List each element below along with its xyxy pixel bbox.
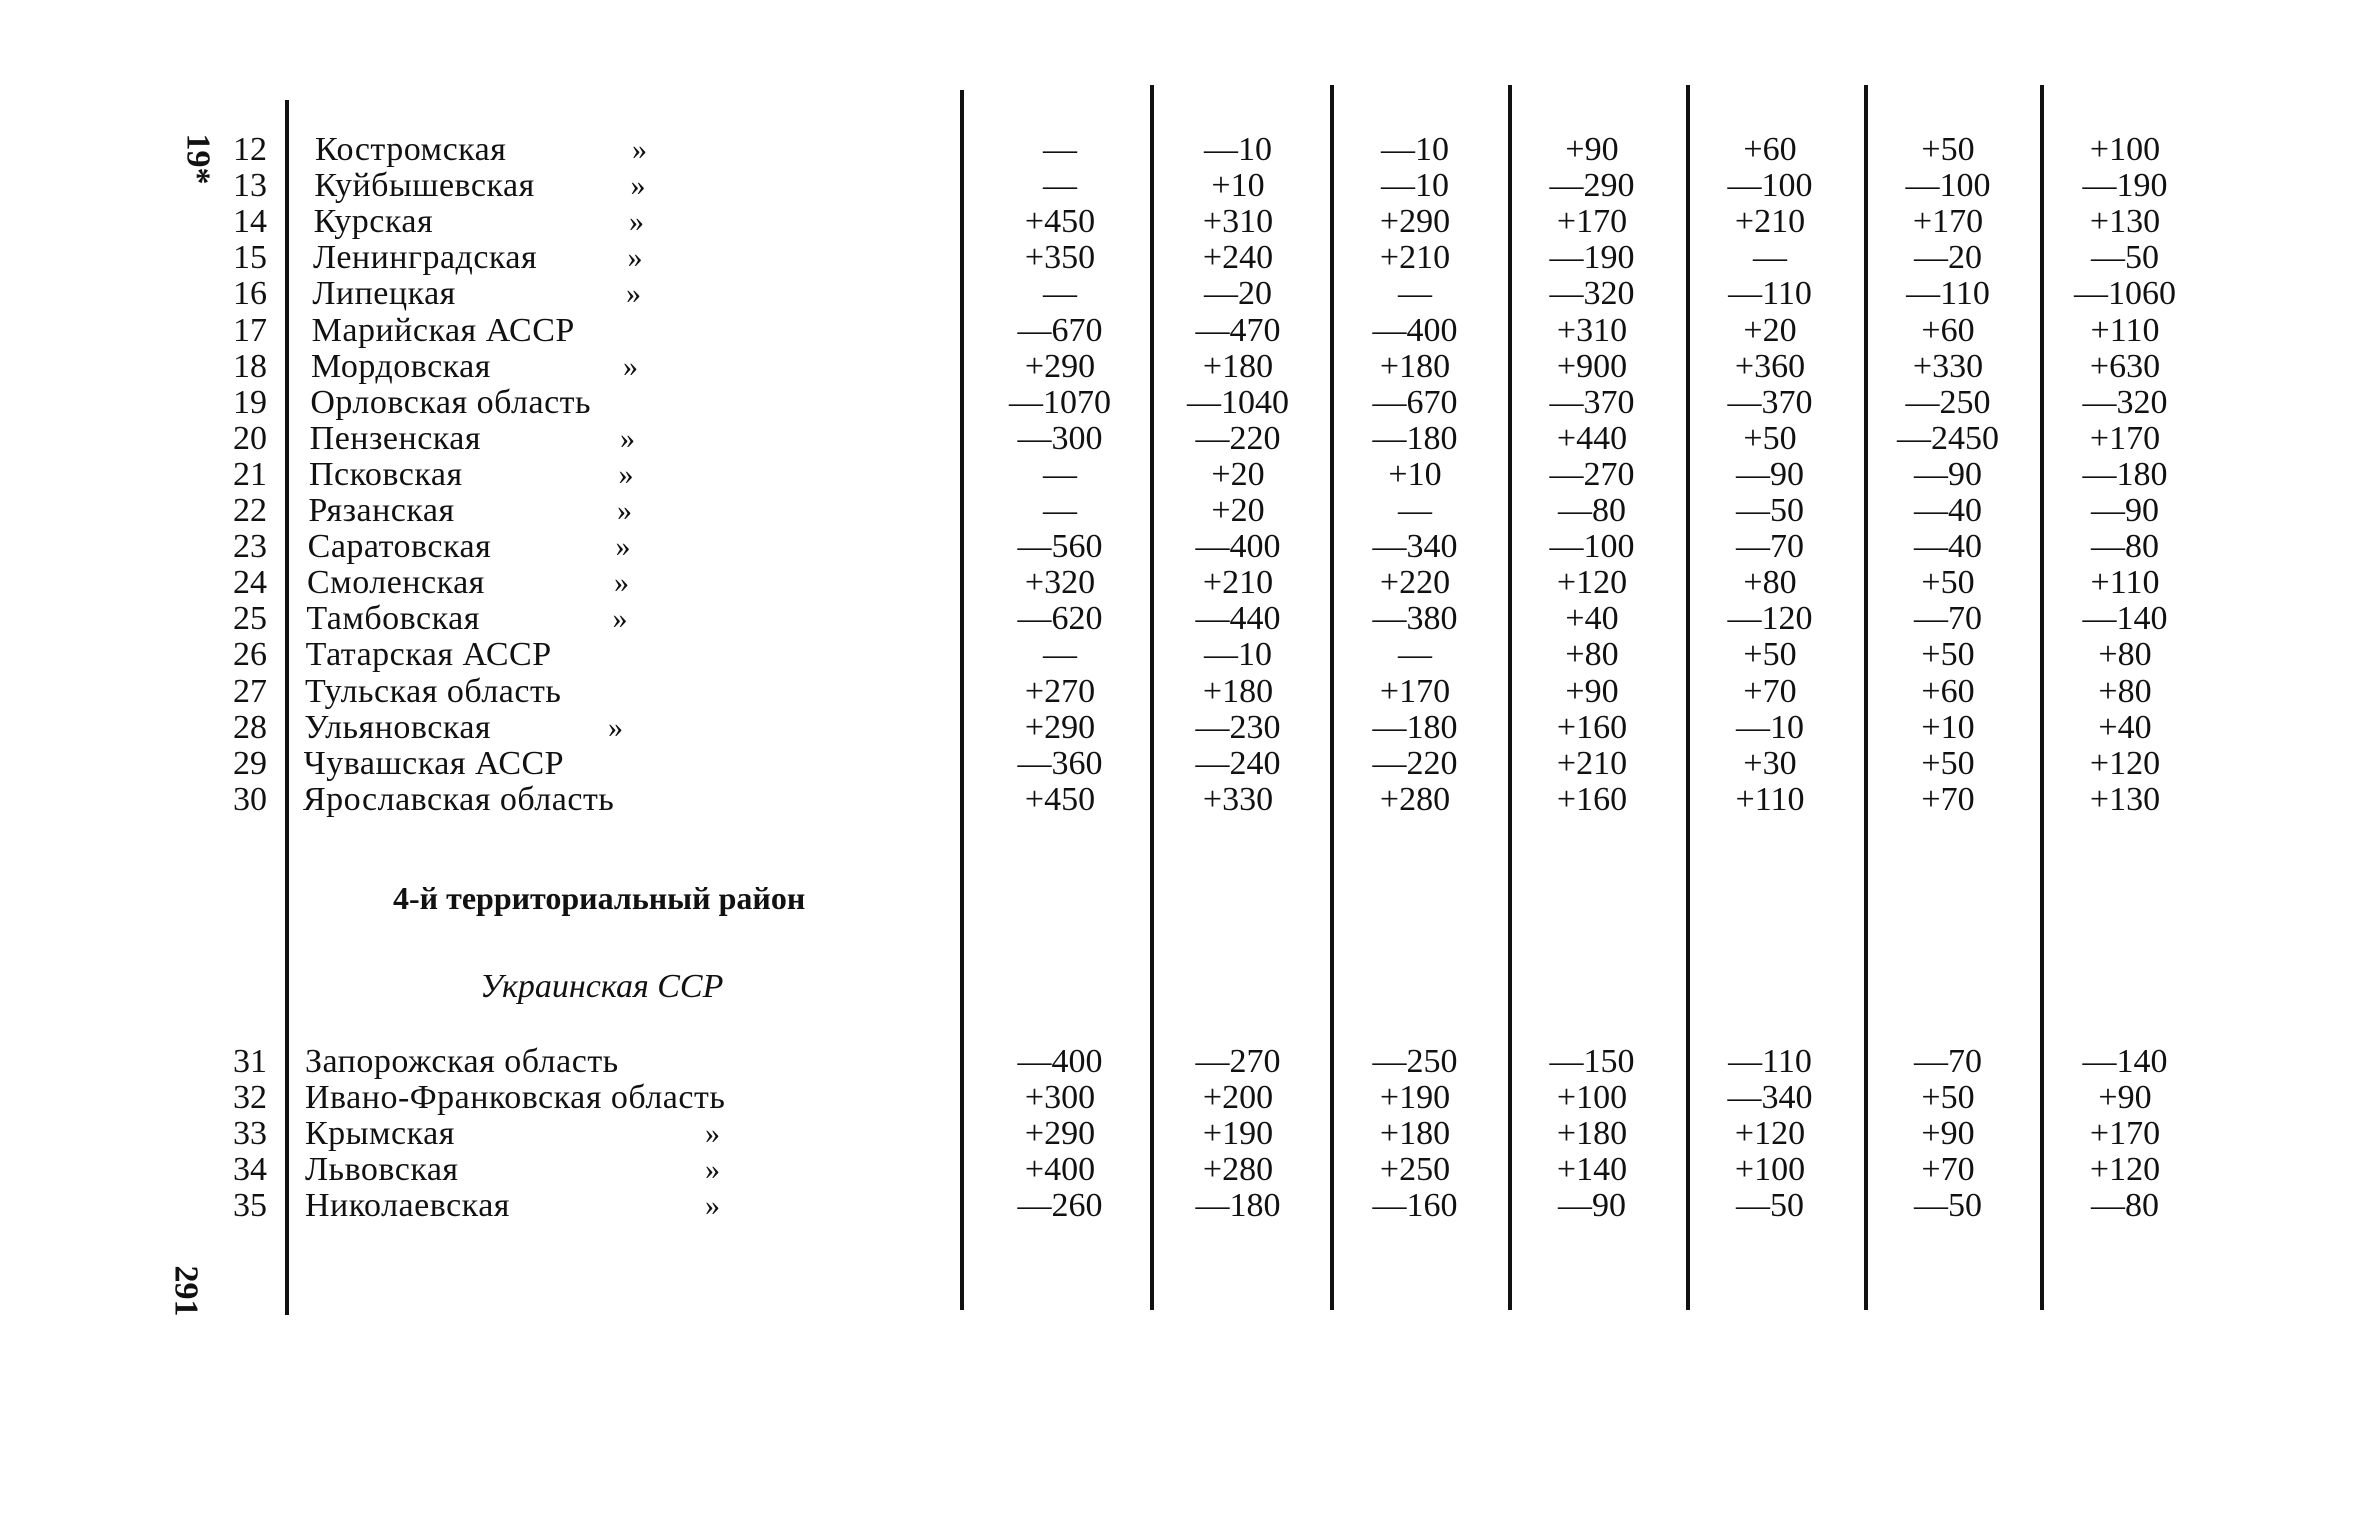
row-number: 30 xyxy=(233,780,267,818)
section-subtitle: Украинская ССР xyxy=(480,968,724,1005)
value-cell: —340 xyxy=(1372,528,1458,566)
table-row xyxy=(0,349,2379,385)
region-name: Ярославская область xyxy=(303,780,615,818)
value-cell: +300 xyxy=(1024,1079,1096,1116)
value-cell: +110 xyxy=(2090,564,2160,602)
region-name: Запорожская область xyxy=(305,1043,619,1080)
section-title: 4-й территориальный район xyxy=(393,880,806,916)
value-cell: — xyxy=(1043,455,1077,493)
value-cell: +120 xyxy=(1734,1115,1806,1152)
value-cell: —240 xyxy=(1195,744,1281,782)
row-number: 20 xyxy=(233,419,267,457)
value-cell: —70 xyxy=(1736,528,1804,566)
value-cell: —20 xyxy=(1914,239,1982,277)
row-number: 29 xyxy=(233,744,267,782)
value-cell: —220 xyxy=(1372,744,1458,782)
value-cell: +20 xyxy=(1743,311,1797,349)
table-row xyxy=(0,1080,2379,1116)
ditto-mark: » xyxy=(630,169,646,203)
value-cell: —250 xyxy=(1372,1043,1458,1080)
page-number: 291 xyxy=(167,1265,205,1317)
value-cell: +440 xyxy=(1556,419,1628,457)
value-cell: —320 xyxy=(2082,383,2168,421)
region-name: Львовская xyxy=(305,1151,459,1188)
value-cell: +450 xyxy=(1024,780,1096,818)
value-cell: +10 xyxy=(1388,455,1442,493)
value-cell: +290 xyxy=(1024,708,1096,746)
region-name: Пензенская xyxy=(309,419,482,457)
region-name: Ульяновская xyxy=(304,708,492,746)
value-cell: +130 xyxy=(2089,780,2161,818)
value-cell: — xyxy=(1398,636,1432,674)
ditto-mark: » xyxy=(627,241,643,275)
value-cell: +10 xyxy=(1921,708,1975,746)
value-cell: —180 xyxy=(1372,708,1458,746)
row-number: 14 xyxy=(233,203,267,241)
region-name: Саратовская xyxy=(307,528,492,566)
value-cell: — xyxy=(1043,131,1077,168)
value-cell: +40 xyxy=(1565,600,1619,638)
region-name: Крымская xyxy=(305,1115,455,1152)
value-cell: —260 xyxy=(1017,1187,1103,1224)
value-cell: —100 xyxy=(1549,528,1635,566)
row-number: 33 xyxy=(233,1115,267,1152)
ditto-mark: » xyxy=(620,421,635,455)
value-cell: +120 xyxy=(2089,744,2161,782)
value-cell: +210 xyxy=(1556,744,1628,782)
value-cell: +350 xyxy=(1024,239,1096,277)
value-cell: —10 xyxy=(1736,708,1804,746)
value-cell: +50 xyxy=(1743,419,1797,457)
row-number: 22 xyxy=(233,492,267,529)
value-cell: —270 xyxy=(1549,455,1635,493)
value-cell: —90 xyxy=(2091,492,2159,529)
region-name: Тамбовская xyxy=(306,600,480,638)
row-number: 12 xyxy=(233,131,267,168)
ditto-mark: » xyxy=(705,1189,720,1222)
region-name: Тульская область xyxy=(305,672,562,710)
value-cell: +50 xyxy=(1921,131,1975,168)
value-cell: +190 xyxy=(1202,1115,1274,1152)
value-cell: +270 xyxy=(1024,672,1096,710)
value-cell: +90 xyxy=(1565,131,1619,168)
value-cell: +120 xyxy=(1556,564,1628,602)
table-row xyxy=(0,710,2379,746)
value-cell: +70 xyxy=(1921,780,1975,818)
value-cell: +290 xyxy=(1024,1115,1096,1152)
region-name: Липецкая xyxy=(312,275,456,313)
row-number: 32 xyxy=(233,1079,267,1116)
value-cell: —400 xyxy=(1372,311,1458,349)
table-row xyxy=(0,637,2379,673)
value-cell: — xyxy=(1398,492,1432,529)
ditto-mark: » xyxy=(618,457,634,491)
value-cell: +100 xyxy=(2089,131,2161,168)
value-cell: —10 xyxy=(1204,636,1272,674)
value-cell: —1040 xyxy=(1187,383,1289,421)
value-cell: —230 xyxy=(1195,708,1281,746)
table-row xyxy=(0,313,2379,349)
value-cell: +50 xyxy=(1921,1079,1975,1116)
region-name: Ивано-Франковская область xyxy=(305,1079,726,1116)
value-cell: —90 xyxy=(1914,455,1982,493)
region-name: Николаевская xyxy=(305,1187,510,1224)
value-cell: +50 xyxy=(1921,636,1975,674)
region-name: Марийская АССР xyxy=(311,311,575,349)
value-cell: +60 xyxy=(1921,311,1975,349)
table-row xyxy=(0,529,2379,565)
value-cell: +90 xyxy=(2098,1079,2152,1116)
row-number: 18 xyxy=(233,347,267,385)
value-cell: —100 xyxy=(1905,167,1991,205)
table-row xyxy=(0,1044,2379,1080)
value-cell: —400 xyxy=(1017,1043,1103,1080)
table-row xyxy=(0,385,2379,421)
value-cell: —320 xyxy=(1549,275,1635,313)
value-cell: —50 xyxy=(1736,492,1804,529)
value-cell: —40 xyxy=(1914,492,1982,529)
value-cell: —370 xyxy=(1727,383,1813,421)
value-cell: —110 xyxy=(1728,275,1812,313)
table-row xyxy=(0,1188,2379,1224)
value-cell: —50 xyxy=(1914,1187,1982,1224)
row-number: 31 xyxy=(233,1043,267,1080)
table-row xyxy=(0,168,2379,204)
value-cell: +50 xyxy=(1743,636,1797,674)
table-row xyxy=(0,240,2379,276)
row-number: 27 xyxy=(233,672,267,710)
value-cell: —560 xyxy=(1017,528,1103,566)
value-cell: —120 xyxy=(1727,600,1813,638)
value-cell: —400 xyxy=(1195,528,1281,566)
value-cell: +170 xyxy=(2089,419,2161,457)
value-cell: +40 xyxy=(2098,708,2152,746)
value-cell: +320 xyxy=(1024,564,1096,602)
table-row xyxy=(0,601,2379,637)
row-number: 17 xyxy=(233,311,267,349)
value-cell: +170 xyxy=(2089,1115,2161,1152)
value-cell: +100 xyxy=(1556,1079,1628,1116)
value-cell: +50 xyxy=(1921,744,1975,782)
row-number: 13 xyxy=(233,167,267,205)
margin-signature: 19* xyxy=(179,133,217,185)
value-cell: +90 xyxy=(1921,1115,1975,1152)
value-cell: —160 xyxy=(1372,1187,1458,1224)
table-row xyxy=(0,746,2379,782)
value-cell: +50 xyxy=(1921,564,1975,602)
value-cell: +310 xyxy=(1202,203,1274,241)
value-cell: +190 xyxy=(1379,1079,1451,1116)
value-cell: +100 xyxy=(1734,1151,1806,1188)
value-cell: +280 xyxy=(1202,1151,1274,1188)
value-cell: +90 xyxy=(1565,672,1619,710)
region-name: Чувашская АССР xyxy=(303,744,565,782)
value-cell: —670 xyxy=(1372,383,1458,421)
value-cell: +240 xyxy=(1202,239,1274,277)
table-row xyxy=(0,674,2379,710)
table-row xyxy=(0,493,2379,529)
value-cell: —70 xyxy=(1914,1043,1982,1080)
value-cell: +250 xyxy=(1379,1151,1451,1188)
value-cell: +110 xyxy=(1735,780,1805,818)
value-cell: —340 xyxy=(1727,1079,1813,1116)
value-cell: —70 xyxy=(1914,600,1982,638)
value-cell: —80 xyxy=(2091,1187,2159,1224)
table-row xyxy=(0,1152,2379,1188)
value-cell: +140 xyxy=(1556,1151,1628,1188)
ditto-mark: » xyxy=(626,277,641,311)
ditto-mark: » xyxy=(612,602,628,636)
value-cell: —670 xyxy=(1017,311,1103,349)
value-cell: —250 xyxy=(1905,383,1991,421)
region-name: Куйбышевская xyxy=(314,167,535,205)
value-cell: —270 xyxy=(1195,1043,1281,1080)
value-cell: —440 xyxy=(1195,600,1281,638)
value-cell: +280 xyxy=(1379,780,1451,818)
value-cell: +180 xyxy=(1202,347,1274,385)
value-cell: —90 xyxy=(1558,1187,1626,1224)
value-cell: +130 xyxy=(2089,203,2161,241)
row-number: 35 xyxy=(233,1187,267,1224)
value-cell: —50 xyxy=(1736,1187,1804,1224)
value-cell: +70 xyxy=(1743,672,1797,710)
value-cell: +170 xyxy=(1556,203,1628,241)
value-cell: +70 xyxy=(1921,1151,1975,1188)
value-cell: —1070 xyxy=(1009,383,1111,421)
value-cell: —150 xyxy=(1549,1043,1635,1080)
value-cell: +60 xyxy=(1743,131,1797,168)
value-cell: —10 xyxy=(1204,131,1272,168)
value-cell: +160 xyxy=(1556,708,1628,746)
value-cell: —2450 xyxy=(1897,419,1999,457)
value-cell: +290 xyxy=(1024,347,1096,385)
value-cell: +60 xyxy=(1921,672,1975,710)
row-number: 23 xyxy=(233,528,267,566)
value-cell: —290 xyxy=(1549,167,1635,205)
value-cell: — xyxy=(1043,492,1077,529)
value-cell: —100 xyxy=(1727,167,1813,205)
value-cell: +220 xyxy=(1379,564,1451,602)
value-cell: —360 xyxy=(1017,744,1103,782)
value-cell: +400 xyxy=(1024,1151,1096,1188)
value-cell: — xyxy=(1043,275,1077,313)
value-cell: — xyxy=(1753,239,1787,277)
row-number: 24 xyxy=(233,564,267,602)
ditto-mark: » xyxy=(705,1117,720,1150)
value-cell: +180 xyxy=(1202,672,1274,710)
row-number: 15 xyxy=(233,239,267,277)
value-cell: —80 xyxy=(2091,528,2159,566)
value-cell: —80 xyxy=(1558,492,1626,529)
row-number: 19 xyxy=(233,383,267,421)
value-cell: +120 xyxy=(2089,1151,2161,1188)
value-cell: +180 xyxy=(1379,347,1451,385)
table-row xyxy=(0,132,2379,168)
value-cell: —300 xyxy=(1017,419,1103,457)
value-cell: —90 xyxy=(1736,455,1804,493)
value-cell: —370 xyxy=(1549,383,1635,421)
value-cell: +20 xyxy=(1211,455,1265,493)
row-number: 25 xyxy=(233,600,267,638)
table-row xyxy=(0,276,2379,312)
value-cell: —470 xyxy=(1195,311,1281,349)
value-cell: +200 xyxy=(1202,1079,1274,1116)
value-cell: —1060 xyxy=(2074,275,2176,313)
ditto-mark: » xyxy=(608,710,623,744)
value-cell: +80 xyxy=(1565,636,1619,674)
value-cell: —10 xyxy=(1381,131,1449,168)
value-cell: +330 xyxy=(1912,347,1984,385)
value-cell: —180 xyxy=(1195,1187,1281,1224)
value-cell: +210 xyxy=(1379,239,1451,277)
value-cell: +110 xyxy=(2090,311,2160,349)
table-row xyxy=(0,457,2379,493)
row-number: 16 xyxy=(233,275,267,313)
region-name: Смоленская xyxy=(307,564,485,602)
region-name: Татарская АССР xyxy=(305,636,552,674)
value-cell: — xyxy=(1043,636,1077,674)
value-cell: +80 xyxy=(2098,672,2152,710)
value-cell: +210 xyxy=(1734,203,1806,241)
value-cell: +450 xyxy=(1024,203,1096,241)
value-cell: —190 xyxy=(1549,239,1635,277)
value-cell: +310 xyxy=(1556,311,1628,349)
value-cell: —110 xyxy=(1728,1043,1812,1080)
region-name: Костромская xyxy=(315,131,507,168)
region-name: Мордовская xyxy=(311,347,491,385)
region-name: Рязанская xyxy=(308,492,455,529)
value-cell: +290 xyxy=(1379,203,1451,241)
table-row xyxy=(0,421,2379,457)
value-cell: +170 xyxy=(1379,672,1451,710)
row-number: 21 xyxy=(233,455,267,493)
value-cell: +180 xyxy=(1556,1115,1628,1152)
row-number: 34 xyxy=(233,1151,267,1188)
value-cell: —110 xyxy=(1906,275,1990,313)
table-row xyxy=(0,782,2379,818)
ditto-mark: » xyxy=(617,494,632,527)
value-cell: —220 xyxy=(1195,419,1281,457)
row-number: 28 xyxy=(233,708,267,746)
value-cell: —380 xyxy=(1372,600,1458,638)
value-cell: +330 xyxy=(1202,780,1274,818)
value-cell: —620 xyxy=(1017,600,1103,638)
value-cell: —140 xyxy=(2082,1043,2168,1080)
value-cell: —20 xyxy=(1204,275,1272,313)
value-cell: —10 xyxy=(1381,167,1449,205)
ditto-mark: » xyxy=(632,133,647,166)
table-row xyxy=(0,1116,2379,1152)
value-cell: +10 xyxy=(1211,167,1265,205)
value-cell: +630 xyxy=(2089,347,2161,385)
value-cell: +80 xyxy=(1743,564,1797,602)
value-cell: —180 xyxy=(2082,455,2168,493)
value-cell: — xyxy=(1043,167,1077,205)
region-name: Псковская xyxy=(309,455,463,493)
row-number: 26 xyxy=(233,636,267,674)
value-cell: +20 xyxy=(1211,492,1265,529)
value-cell: +30 xyxy=(1743,744,1797,782)
value-cell: —180 xyxy=(1372,419,1458,457)
table-row xyxy=(0,204,2379,240)
value-cell: —40 xyxy=(1914,528,1982,566)
value-cell: +360 xyxy=(1734,347,1806,385)
value-cell: —50 xyxy=(2091,239,2159,277)
ditto-mark: » xyxy=(615,530,631,564)
region-name: Курская xyxy=(313,203,434,241)
value-cell: +180 xyxy=(1379,1115,1451,1152)
value-cell: — xyxy=(1398,275,1432,313)
table-row xyxy=(0,565,2379,601)
value-cell: +160 xyxy=(1556,780,1628,818)
value-cell: +170 xyxy=(1912,203,1984,241)
value-cell: +210 xyxy=(1202,564,1274,602)
value-cell: +80 xyxy=(2098,636,2152,674)
ditto-mark: » xyxy=(614,566,629,600)
ditto-mark: » xyxy=(705,1153,720,1186)
region-name: Ленинградская xyxy=(313,239,538,277)
value-cell: —190 xyxy=(2082,167,2168,205)
value-cell: +900 xyxy=(1556,347,1628,385)
ditto-mark: » xyxy=(629,205,644,239)
region-name: Орловская область xyxy=(310,383,592,421)
ditto-mark: » xyxy=(623,349,638,383)
value-cell: —140 xyxy=(2082,600,2168,638)
